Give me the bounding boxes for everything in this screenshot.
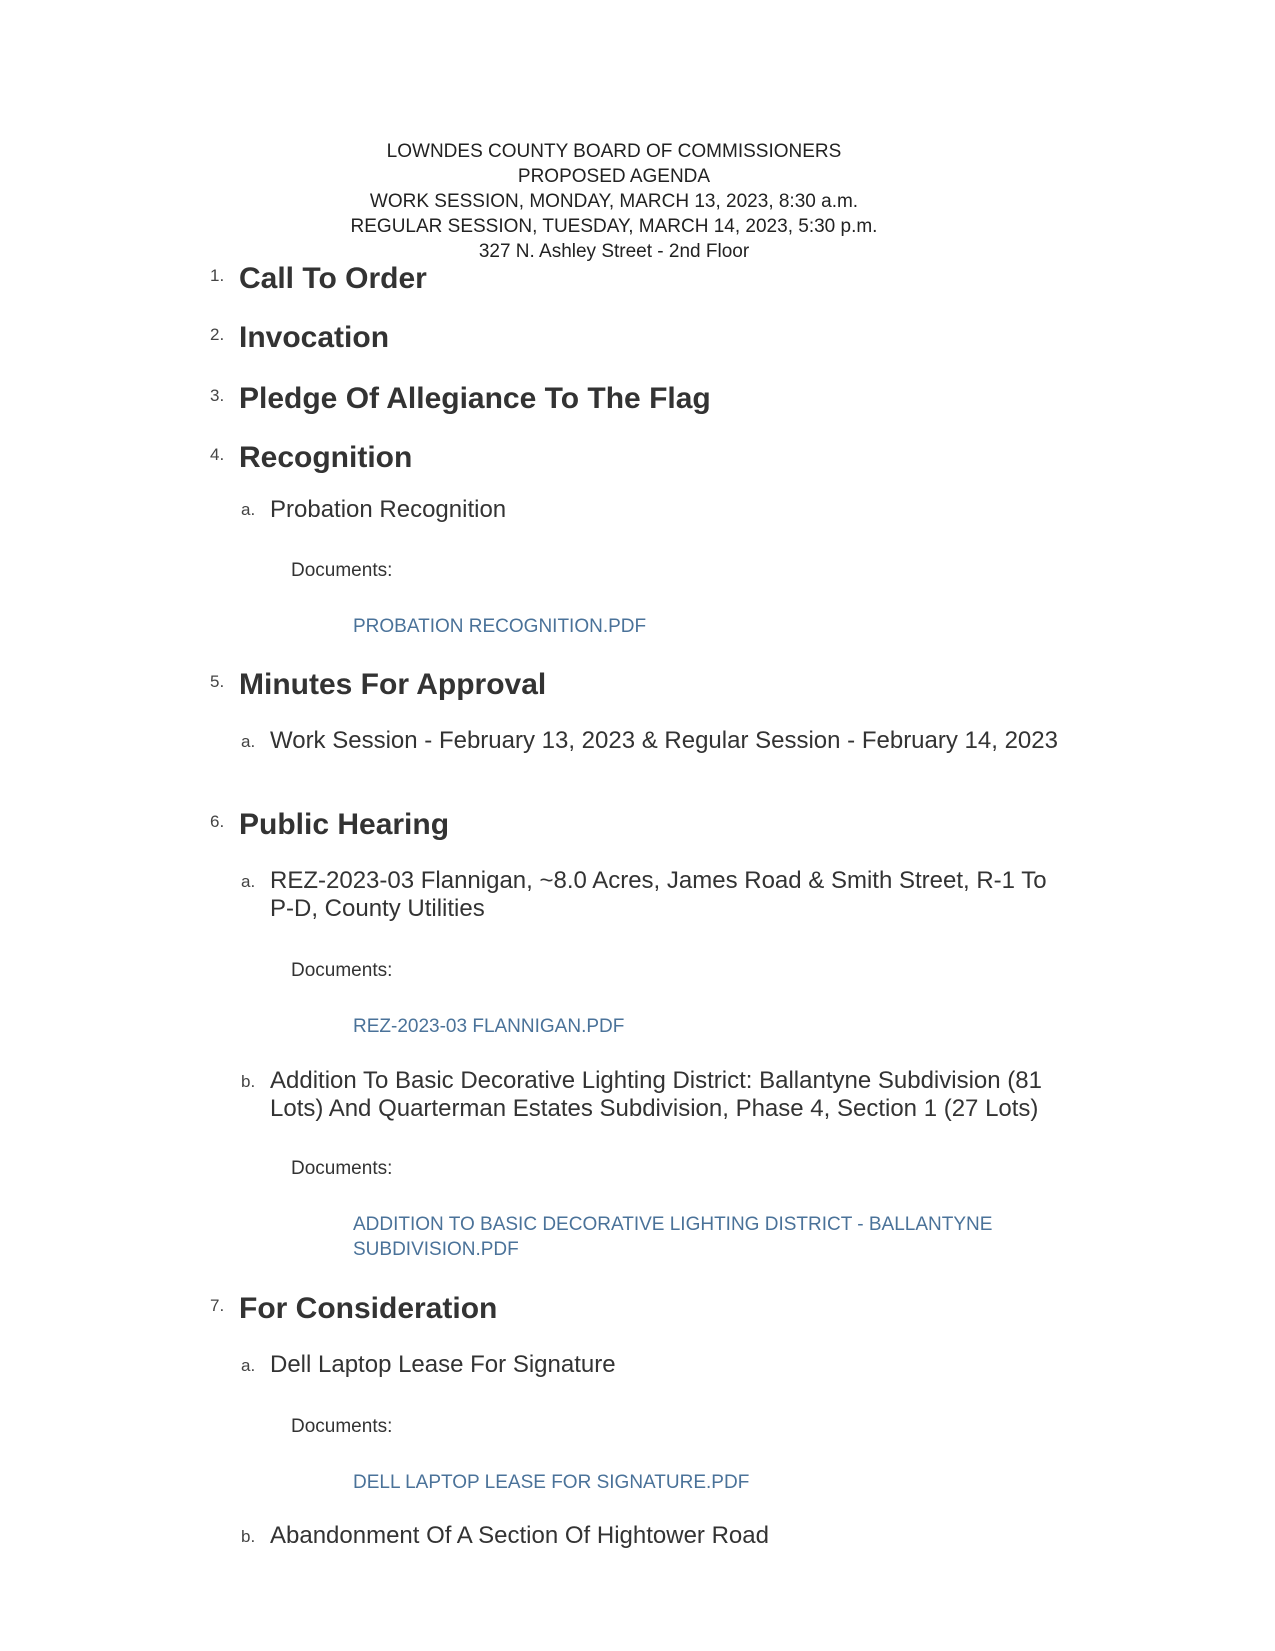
- sub-item-minutes: Work Session - February 13, 2023 & Regular Session - February 14, 2023: [270, 727, 1058, 754]
- documents-label: Documents:: [291, 960, 393, 981]
- item-title-recognition: Recognition: [239, 441, 413, 474]
- sub-item-probation-recognition: Probation Recognition: [270, 496, 507, 523]
- regular-session-line: REGULAR SESSION, TUESDAY, MARCH 14, 2023, 5:30 p.m.: [350, 216, 878, 237]
- sub-item-letter: a.: [241, 732, 256, 751]
- agenda-type: PROPOSED AGENDA: [517, 166, 711, 187]
- document-link-rez-2023-03[interactable]: REZ-2023-03 FLANNIGAN.PDF: [353, 1016, 625, 1037]
- item-title-call-to-order: Call To Order: [239, 262, 427, 295]
- sub-item-lighting-district: Addition To Basic Decorative Lighting District: Ballantyne Subdivision (81 Lots) And Quarterman Estates Subdivision, Phase 4, Section 1 (27 Lots): [270, 1067, 1042, 1122]
- documents-label: Documents:: [291, 1158, 393, 1179]
- item-number: 5.: [210, 672, 225, 691]
- item-number: 6.: [210, 812, 225, 831]
- sub-item-hightower-road: Abandonment Of A Section Of Hightower Road: [270, 1522, 769, 1549]
- sub-item-dell-laptop-lease: Dell Laptop Lease For Signature: [270, 1351, 616, 1378]
- item-title-for-consideration: For Consideration: [239, 1292, 498, 1325]
- item-title-pledge: Pledge Of Allegiance To The Flag: [239, 382, 711, 415]
- work-session-line: WORK SESSION, MONDAY, MARCH 13, 2023, 8:30 a.m.: [369, 191, 859, 212]
- item-number: 7.: [210, 1296, 225, 1315]
- item-number: 4.: [210, 445, 225, 464]
- document-link-dell-laptop-lease[interactable]: DELL LAPTOP LEASE FOR SIGNATURE.PDF: [353, 1472, 750, 1493]
- documents-label: Documents:: [291, 1416, 393, 1437]
- agenda-header: [0, 139, 1228, 264]
- document-link-lighting-district[interactable]: ADDITION TO BASIC DECORATIVE LIGHTING DISTRICT - BALLANTYNE SUBDIVISION.PDF: [353, 1214, 993, 1260]
- sub-item-letter: a.: [241, 1356, 256, 1375]
- item-number: 2.: [210, 325, 225, 344]
- item-number: 3.: [210, 386, 225, 405]
- meeting-address: 327 N. Ashley Street - 2nd Floor: [478, 241, 750, 262]
- item-number: 1.: [210, 266, 225, 285]
- document-link-probation-recognition[interactable]: PROBATION RECOGNITION.PDF: [353, 616, 647, 637]
- item-title-public-hearing: Public Hearing: [239, 808, 450, 841]
- sub-item-letter: a.: [241, 500, 256, 519]
- sub-item-letter: b.: [241, 1072, 256, 1091]
- item-title-minutes-for-approval: Minutes For Approval: [239, 668, 547, 701]
- sub-item-letter: b.: [241, 1527, 256, 1546]
- documents-label: Documents:: [291, 560, 393, 581]
- board-name: LOWNDES COUNTY BOARD OF COMMISSIONERS: [386, 141, 842, 162]
- sub-item-letter: a.: [241, 872, 256, 891]
- item-title-invocation: Invocation: [239, 321, 390, 354]
- sub-item-rez-2023-03: REZ-2023-03 Flannigan, ~8.0 Acres, James Road & Smith Street, R-1 To P-D, County Utilities: [270, 867, 1047, 922]
